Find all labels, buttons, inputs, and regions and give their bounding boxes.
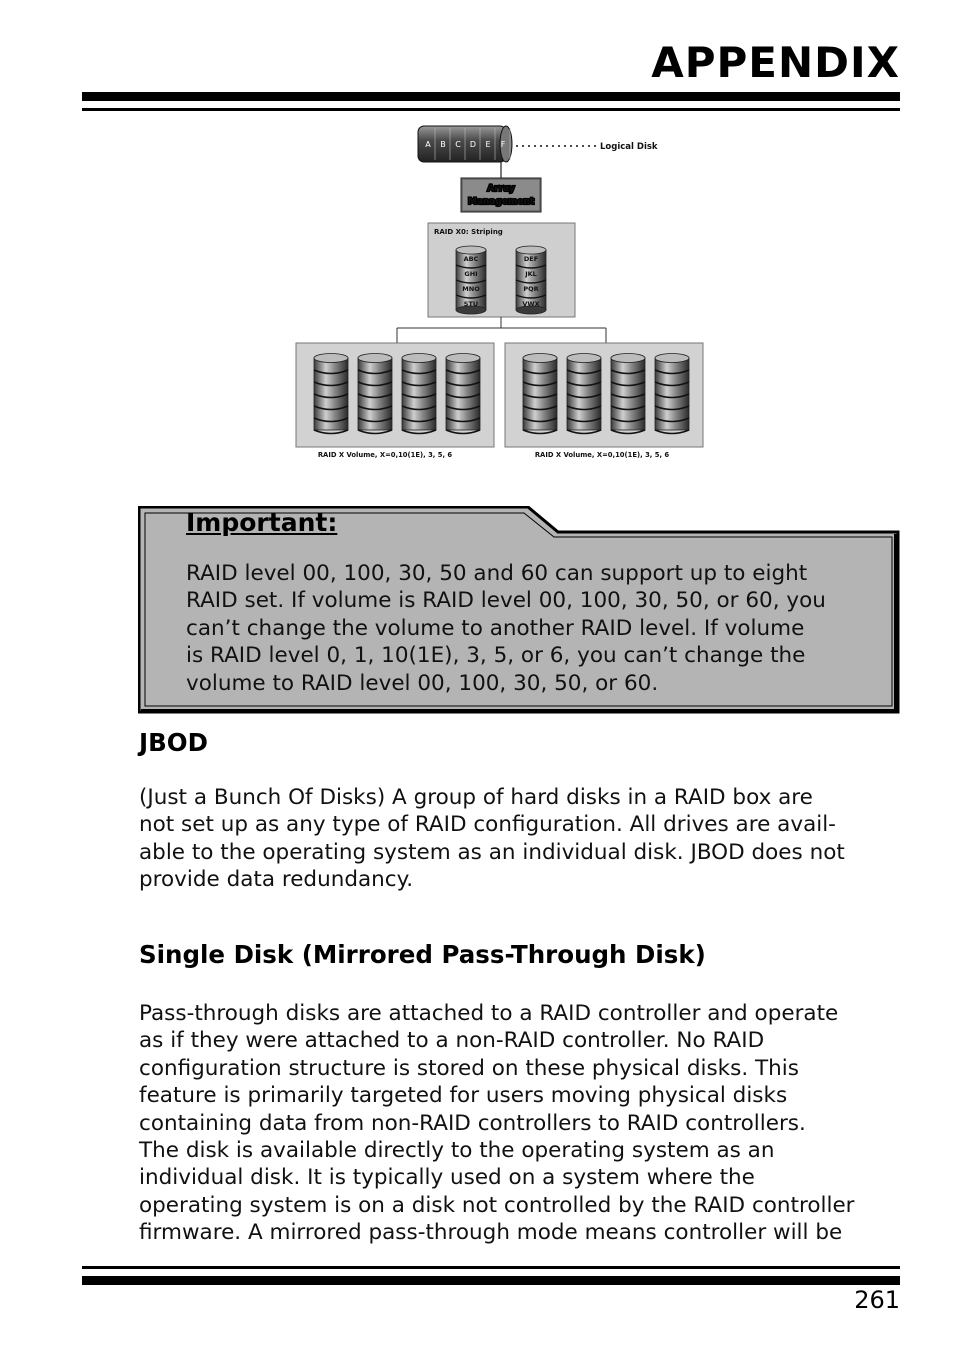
array-management-line2: Management: [467, 197, 535, 207]
important-line: is RAID level 0, 1, 10(1E), 3, 5, or 6, you can’t change the: [186, 643, 806, 669]
array-management-box: [461, 178, 541, 212]
stripe-label: MNO: [462, 285, 480, 293]
hard-disk-icon: [402, 354, 436, 434]
stripe-label: JKL: [525, 270, 537, 278]
text-line: operating system is on a disk not controlled by the RAID controller: [139, 1192, 855, 1218]
text-line: able to the operating system as an individual disk. JBOD does not: [139, 839, 845, 865]
hard-disk-icon: [523, 354, 557, 434]
text-line: as if they were attached to a non-RAID controller. No RAID: [139, 1028, 765, 1054]
logical-disk-letter: A: [425, 140, 431, 149]
text-line: Pass-through disks are attached to a RAID controller and operate: [139, 1001, 839, 1026]
text-line: (Just a Bunch Of Disks) A group of hard disks in a RAID box are: [139, 785, 813, 810]
raid-x0-diagram: [280, 120, 720, 470]
raid-volume-label-right: RAID X Volume, X=0,10(1E), 3, 5, 6: [534, 451, 670, 459]
header-rule-thick: [82, 92, 900, 101]
stripe-label: VWX: [522, 300, 540, 308]
logical-disk-letter: E: [485, 140, 491, 149]
stripe-cylinder-right: [516, 246, 546, 314]
text-line: provide data redundancy.: [139, 867, 414, 893]
hard-disk-icon: [611, 354, 645, 434]
logical-disk-icon: [418, 126, 512, 162]
jbod-paragraph: [139, 784, 909, 894]
logical-disk-letter: C: [455, 140, 461, 149]
logical-disk-letter: F: [500, 140, 506, 149]
stripe-label: DEF: [523, 255, 539, 263]
footer-rule-thick: [82, 1276, 900, 1285]
text-line: firmware. A mirrored pass-through mode means controller will be: [139, 1220, 843, 1246]
raid-volume-label-left: RAID X Volume, X=0,10(1E), 3, 5, 6: [317, 451, 453, 459]
important-line: RAID level 00, 100, 30, 50 and 60 can support up to eight: [186, 561, 808, 586]
hard-disk-icon: [655, 354, 689, 434]
header-rule-thin: [82, 108, 900, 111]
important-line: can’t change the volume to another RAID level. If volume: [186, 615, 805, 641]
important-title: Important:: [186, 508, 338, 537]
stripe-label: GHI: [464, 270, 478, 278]
array-management-line1: Array: [487, 184, 515, 194]
page-header-title: APPENDIX: [651, 38, 900, 87]
stripe-label: STU: [463, 300, 479, 308]
logical-disk-letter: D: [469, 140, 477, 149]
page-number: 261: [854, 1286, 900, 1314]
striping-box: [428, 223, 575, 317]
stripe-label: PQR: [523, 285, 539, 293]
important-line: volume to RAID level 00, 100, 30, 50, or 60.: [186, 670, 659, 696]
logical-disk-letter: B: [440, 140, 446, 149]
text-line: The disk is available directly to the operating system as an: [139, 1138, 775, 1164]
single-disk-paragraph: [139, 1000, 909, 1247]
important-line: RAID set. If volume is RAID level 00, 100, 30, 50, or 60, you: [186, 588, 826, 614]
important-text: [186, 560, 896, 697]
striping-label: RAID X0: Striping: [434, 228, 503, 236]
jbod-heading: JBOD: [139, 728, 208, 757]
text-line: not set up as any type of RAID configuration. All drives are avail-: [139, 812, 836, 838]
footer-rule-thin: [82, 1266, 900, 1269]
stripe-label: ABC: [463, 255, 479, 263]
text-line: feature is primarily targeted for users moving physical disks: [139, 1083, 788, 1109]
hard-disk-icon: [446, 354, 480, 434]
single-disk-heading: Single Disk (Mirrored Pass-Through Disk): [139, 940, 706, 969]
hard-disk-icon: [567, 354, 601, 434]
text-line: configuration structure is stored on these physical disks. This: [139, 1055, 799, 1081]
stripe-cylinder-left: [456, 246, 486, 314]
logical-disk-label: Logical Disk: [600, 142, 658, 152]
hard-disk-icon: [358, 354, 392, 434]
text-line: individual disk. It is typically used on a system where the: [139, 1165, 755, 1191]
hard-disk-icon: [314, 354, 348, 434]
text-line: containing data from non-RAID controllers to RAID controllers.: [139, 1110, 806, 1136]
